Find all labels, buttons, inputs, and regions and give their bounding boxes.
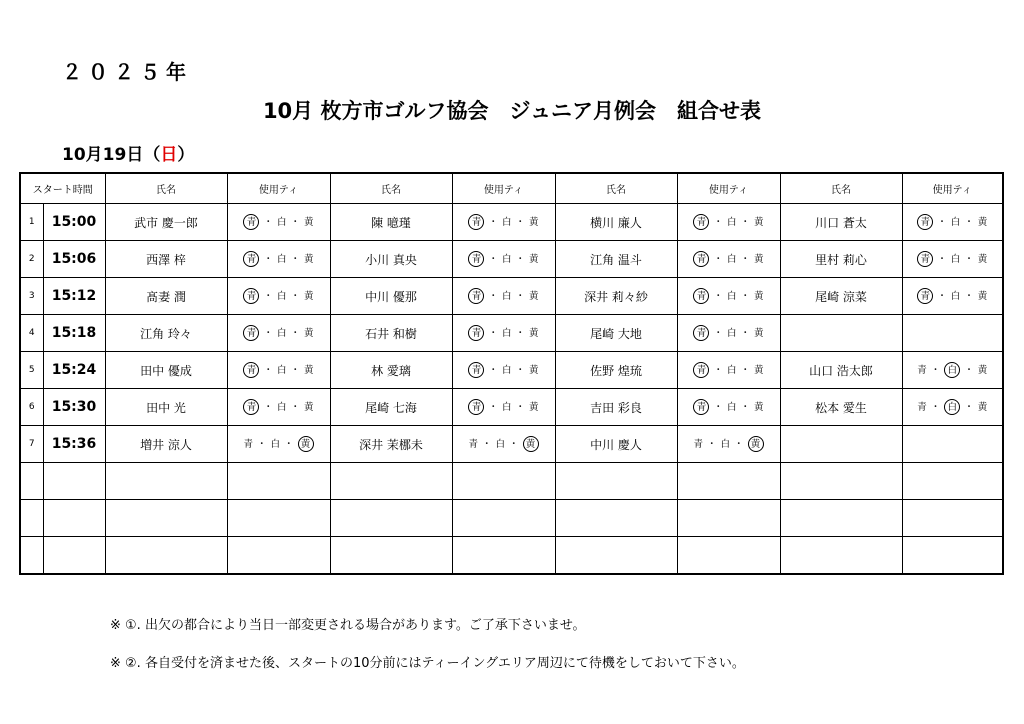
header-tee-3: 使用ティ <box>677 173 780 204</box>
tee-separator: ・ <box>964 402 974 413</box>
tee-separator: ・ <box>964 291 974 302</box>
tee-option: 白 <box>950 217 961 228</box>
tee-option: 黄 <box>304 217 314 228</box>
player-name: 佐野 煌琉 <box>555 352 677 389</box>
player-name: 深井 莉々紗 <box>555 278 677 315</box>
tee-selected-circle: 青 <box>917 214 933 230</box>
table-row <box>20 315 1003 352</box>
tee-option: 青 <box>917 402 927 413</box>
header-name-3: 氏名 <box>555 173 677 204</box>
tee-separator: ・ <box>488 217 498 228</box>
player-name: 田中 優成 <box>105 352 227 389</box>
tee-selected-circle: 青 <box>468 325 484 341</box>
tee-option: 黄 <box>529 328 539 339</box>
player-name: 中川 優那 <box>330 278 452 315</box>
tee-selected-circle: 青 <box>243 325 259 341</box>
tee-separator: ・ <box>263 402 273 413</box>
tee-separator: ・ <box>263 328 273 339</box>
tee-selected-circle: 青 <box>917 251 933 267</box>
tee-selection <box>902 426 1003 463</box>
tee-selected-circle: 青 <box>243 362 259 378</box>
tee-option: 黄 <box>977 291 988 302</box>
tee-selected-circle: 青 <box>468 214 484 230</box>
player-name <box>330 537 452 575</box>
player-name: 尾崎 涼菜 <box>780 278 902 315</box>
tee-separator: ・ <box>481 439 492 450</box>
tee-selected-circle: 青 <box>468 251 484 267</box>
tee-selection <box>902 389 1003 426</box>
tee-option: 黄 <box>754 328 764 339</box>
tee-selected-circle: 青 <box>693 399 709 415</box>
tee-option: 黄 <box>304 402 314 413</box>
player-name: 深井 茉梛未 <box>330 426 452 463</box>
tee-selected-circle: 青 <box>693 214 709 230</box>
tee-separator: ・ <box>734 439 744 450</box>
tee-selection <box>452 241 555 278</box>
player-name: 江角 温斗 <box>555 241 677 278</box>
tee-separator: ・ <box>937 291 947 302</box>
tee-option: 黄 <box>977 254 988 265</box>
player-name: 髙妻 潤 <box>105 278 227 315</box>
tee-option: 白 <box>501 217 512 228</box>
pairing-table <box>19 172 1004 575</box>
tee-separator: ・ <box>290 328 301 339</box>
player-name: 増井 涼人 <box>105 426 227 463</box>
tee-selected-circle: 白 <box>944 362 960 378</box>
player-name <box>780 463 902 500</box>
player-name <box>780 315 902 352</box>
tee-option: 白 <box>276 402 287 413</box>
tee-separator: ・ <box>515 254 526 265</box>
tee-option: 黄 <box>304 365 314 376</box>
tee-option: 黄 <box>529 402 539 413</box>
table-row <box>20 500 1003 537</box>
tee-selected-circle: 青 <box>693 251 709 267</box>
player-name <box>105 463 227 500</box>
tee-selected-circle: 青 <box>693 325 709 341</box>
tee-selection <box>677 537 780 575</box>
row-number: 6 <box>20 389 43 426</box>
tee-option: 白 <box>276 365 287 376</box>
start-time: 15:30 <box>43 389 105 426</box>
tee-selected-circle: 青 <box>243 251 259 267</box>
player-name: 石井 和樹 <box>330 315 452 352</box>
tee-separator: ・ <box>488 365 498 376</box>
player-name <box>555 463 677 500</box>
tee-separator: ・ <box>488 291 498 302</box>
player-name <box>105 537 227 575</box>
tee-selected-circle: 青 <box>468 399 484 415</box>
start-time: 15:06 <box>43 241 105 278</box>
tee-option: 白 <box>726 217 737 228</box>
tee-option: 黄 <box>977 217 988 228</box>
tee-selection <box>677 315 780 352</box>
tee-separator: ・ <box>290 402 301 413</box>
tee-selection <box>227 426 330 463</box>
date-suffix: ） <box>177 145 195 165</box>
player-name: 田中 光 <box>105 389 227 426</box>
row-number: 7 <box>20 426 43 463</box>
tee-selected-circle: 青 <box>243 288 259 304</box>
player-name: 尾崎 七海 <box>330 389 452 426</box>
tee-selection <box>677 352 780 389</box>
player-name: 横川 廉人 <box>555 204 677 241</box>
tee-selection <box>227 500 330 537</box>
tee-selected-circle: 青 <box>693 362 709 378</box>
tee-selected-circle: 黄 <box>748 436 764 452</box>
tee-option: 白 <box>726 254 737 265</box>
tee-separator: ・ <box>964 365 974 376</box>
tee-selection <box>902 278 1003 315</box>
tee-separator: ・ <box>290 254 301 265</box>
tee-selection <box>902 204 1003 241</box>
tee-option: 白 <box>276 254 287 265</box>
tee-option: 黄 <box>304 291 314 302</box>
player-name: 林 愛璃 <box>330 352 452 389</box>
player-name <box>780 537 902 575</box>
tee-option: 黄 <box>977 365 988 376</box>
tee-selected-circle: 黄 <box>523 436 539 452</box>
player-name <box>555 537 677 575</box>
tee-selection <box>227 278 330 315</box>
start-time: 15:00 <box>43 204 105 241</box>
year-heading: ２０２５年 <box>62 60 192 84</box>
player-name: 小川 真央 <box>330 241 452 278</box>
tee-separator: ・ <box>937 254 947 265</box>
tee-option: 白 <box>726 291 737 302</box>
tee-separator: ・ <box>937 217 947 228</box>
tee-selection <box>902 352 1003 389</box>
tee-option: 黄 <box>304 328 314 339</box>
tee-option: 白 <box>276 217 287 228</box>
tee-separator: ・ <box>290 365 301 376</box>
tee-selection <box>902 500 1003 537</box>
tee-separator: ・ <box>740 291 751 302</box>
player-name: 里村 莉心 <box>780 241 902 278</box>
tee-separator: ・ <box>713 328 723 339</box>
tee-option: 白 <box>276 291 287 302</box>
start-time <box>43 537 105 575</box>
row-number: 4 <box>20 315 43 352</box>
tee-selection <box>227 241 330 278</box>
tee-option: 白 <box>726 365 737 376</box>
player-name <box>555 500 677 537</box>
tee-separator: ・ <box>740 217 751 228</box>
tee-separator: ・ <box>263 365 273 376</box>
table-row <box>20 204 1003 241</box>
tee-selection <box>902 537 1003 575</box>
tee-option: 白 <box>276 328 287 339</box>
date-day-of-week: 日 <box>160 145 178 165</box>
start-time: 15:36 <box>43 426 105 463</box>
player-name: 江角 玲々 <box>105 315 227 352</box>
tee-selection <box>452 389 555 426</box>
tee-option: 白 <box>726 402 737 413</box>
tee-selection <box>227 389 330 426</box>
tee-selection <box>452 500 555 537</box>
tee-selection <box>452 426 555 463</box>
table-row <box>20 463 1003 500</box>
tee-separator: ・ <box>930 402 941 413</box>
tee-selected-circle: 青 <box>243 214 259 230</box>
tee-separator: ・ <box>713 254 723 265</box>
header-start-time: スタート時間 <box>20 173 105 204</box>
tee-selection <box>677 426 780 463</box>
tee-option: 黄 <box>754 402 764 413</box>
player-name <box>330 463 452 500</box>
row-number: 3 <box>20 278 43 315</box>
date-prefix: 10月19日（ <box>62 145 161 165</box>
tee-selection <box>452 315 555 352</box>
tee-separator: ・ <box>713 365 723 376</box>
row-number <box>20 537 43 575</box>
tee-selected-circle: 白 <box>944 399 960 415</box>
tee-option: 黄 <box>754 254 764 265</box>
tee-selection <box>452 463 555 500</box>
tee-option: 黄 <box>529 217 539 228</box>
player-name: 尾崎 大地 <box>555 315 677 352</box>
tee-separator: ・ <box>263 217 273 228</box>
row-number <box>20 500 43 537</box>
tee-separator: ・ <box>713 291 723 302</box>
tee-selected-circle: 青 <box>917 288 933 304</box>
row-number <box>20 463 43 500</box>
tee-selection <box>227 537 330 575</box>
tee-option: 黄 <box>754 291 764 302</box>
tee-option: 白 <box>726 328 737 339</box>
tee-option: 青 <box>468 439 478 450</box>
note-1: ※ ①. 出欠の都合により当日一部変更される場合があります。ご了承下さいませ。 <box>110 618 586 633</box>
page-title: 10月 枚方市ゴルフ協会 ジュニア月例会 組合せ表 <box>262 99 762 123</box>
tee-option: 青 <box>243 439 253 450</box>
table-header-row <box>20 173 1003 204</box>
table-row <box>20 537 1003 575</box>
tee-selection <box>902 463 1003 500</box>
tee-separator: ・ <box>509 439 519 450</box>
table-row <box>20 389 1003 426</box>
tee-selection <box>677 500 780 537</box>
tee-separator: ・ <box>488 328 498 339</box>
tee-option: 白 <box>950 254 961 265</box>
table-row <box>20 352 1003 389</box>
header-tee-4: 使用ティ <box>902 173 1003 204</box>
tee-separator: ・ <box>263 254 273 265</box>
table-body <box>20 204 1003 575</box>
tee-option: 白 <box>501 254 512 265</box>
tee-separator: ・ <box>290 291 301 302</box>
table-row <box>20 241 1003 278</box>
row-number: 5 <box>20 352 43 389</box>
tee-selection <box>452 352 555 389</box>
row-number: 2 <box>20 241 43 278</box>
tee-selected-circle: 黄 <box>298 436 314 452</box>
tee-selection <box>677 204 780 241</box>
tee-separator: ・ <box>290 217 301 228</box>
player-name: 西澤 梓 <box>105 241 227 278</box>
tee-option: 白 <box>270 439 281 450</box>
tee-option: 白 <box>501 291 512 302</box>
tee-separator: ・ <box>488 402 498 413</box>
tee-separator: ・ <box>964 217 974 228</box>
tee-selection <box>677 241 780 278</box>
row-number: 1 <box>20 204 43 241</box>
tee-selected-circle: 青 <box>468 288 484 304</box>
header-tee-1: 使用ティ <box>227 173 330 204</box>
start-time: 15:24 <box>43 352 105 389</box>
tee-selection <box>902 315 1003 352</box>
tee-selection <box>227 352 330 389</box>
tee-option: 黄 <box>754 365 764 376</box>
player-name <box>780 426 902 463</box>
player-name <box>330 500 452 537</box>
tee-separator: ・ <box>740 328 751 339</box>
tee-option: 白 <box>720 439 731 450</box>
tee-separator: ・ <box>284 439 294 450</box>
tee-selection <box>452 204 555 241</box>
player-name <box>105 500 227 537</box>
tee-separator: ・ <box>515 365 526 376</box>
tee-option: 黄 <box>529 254 539 265</box>
start-time <box>43 463 105 500</box>
header-tee-2: 使用ティ <box>452 173 555 204</box>
tee-selection <box>227 463 330 500</box>
tee-separator: ・ <box>256 439 267 450</box>
header-name-1: 氏名 <box>105 173 227 204</box>
start-time <box>43 500 105 537</box>
tee-selected-circle: 青 <box>243 399 259 415</box>
header-name-2: 氏名 <box>330 173 452 204</box>
tee-separator: ・ <box>488 254 498 265</box>
tee-option: 黄 <box>977 402 988 413</box>
player-name: 山口 浩太郎 <box>780 352 902 389</box>
tee-option: 黄 <box>529 365 539 376</box>
tee-selection <box>902 241 1003 278</box>
table-row <box>20 426 1003 463</box>
tee-option: 白 <box>501 402 512 413</box>
tee-option: 白 <box>495 439 506 450</box>
player-name: 武市 慶一郎 <box>105 204 227 241</box>
tee-selection <box>677 389 780 426</box>
tee-option: 白 <box>501 365 512 376</box>
tee-separator: ・ <box>515 217 526 228</box>
tee-separator: ・ <box>740 365 751 376</box>
tee-option: 白 <box>501 328 512 339</box>
event-date <box>62 140 194 165</box>
tee-selected-circle: 青 <box>468 362 484 378</box>
tee-option: 青 <box>917 365 927 376</box>
tee-separator: ・ <box>713 402 723 413</box>
tee-separator: ・ <box>740 402 751 413</box>
tee-separator: ・ <box>964 254 974 265</box>
tee-separator: ・ <box>706 439 717 450</box>
tee-option: 青 <box>693 439 703 450</box>
player-name <box>780 500 902 537</box>
tee-selection <box>452 537 555 575</box>
tee-selection <box>677 278 780 315</box>
tee-option: 黄 <box>754 217 764 228</box>
start-time: 15:18 <box>43 315 105 352</box>
tee-selected-circle: 青 <box>693 288 709 304</box>
tee-selection <box>227 204 330 241</box>
tee-separator: ・ <box>515 291 526 302</box>
tee-selection <box>227 315 330 352</box>
tee-separator: ・ <box>740 254 751 265</box>
tee-selection <box>452 278 555 315</box>
tee-selection <box>677 463 780 500</box>
tee-separator: ・ <box>263 291 273 302</box>
note-2: ※ ②. 各自受付を済ませた後、スタートの10分前にはティーイングエリア周辺にて待機をしておいて下さい。 <box>110 656 745 671</box>
player-name: 松本 愛生 <box>780 389 902 426</box>
start-time: 15:12 <box>43 278 105 315</box>
tee-option: 黄 <box>304 254 314 265</box>
tee-separator: ・ <box>515 402 526 413</box>
table-row <box>20 278 1003 315</box>
tee-separator: ・ <box>713 217 723 228</box>
player-name: 中川 慶人 <box>555 426 677 463</box>
tee-separator: ・ <box>515 328 526 339</box>
tee-option: 白 <box>950 291 961 302</box>
header-name-4: 氏名 <box>780 173 902 204</box>
player-name: 吉田 彩良 <box>555 389 677 426</box>
tee-option: 黄 <box>529 291 539 302</box>
player-name: 陳 噫瑾 <box>330 204 452 241</box>
player-name: 川口 蒼太 <box>780 204 902 241</box>
tee-separator: ・ <box>930 365 941 376</box>
